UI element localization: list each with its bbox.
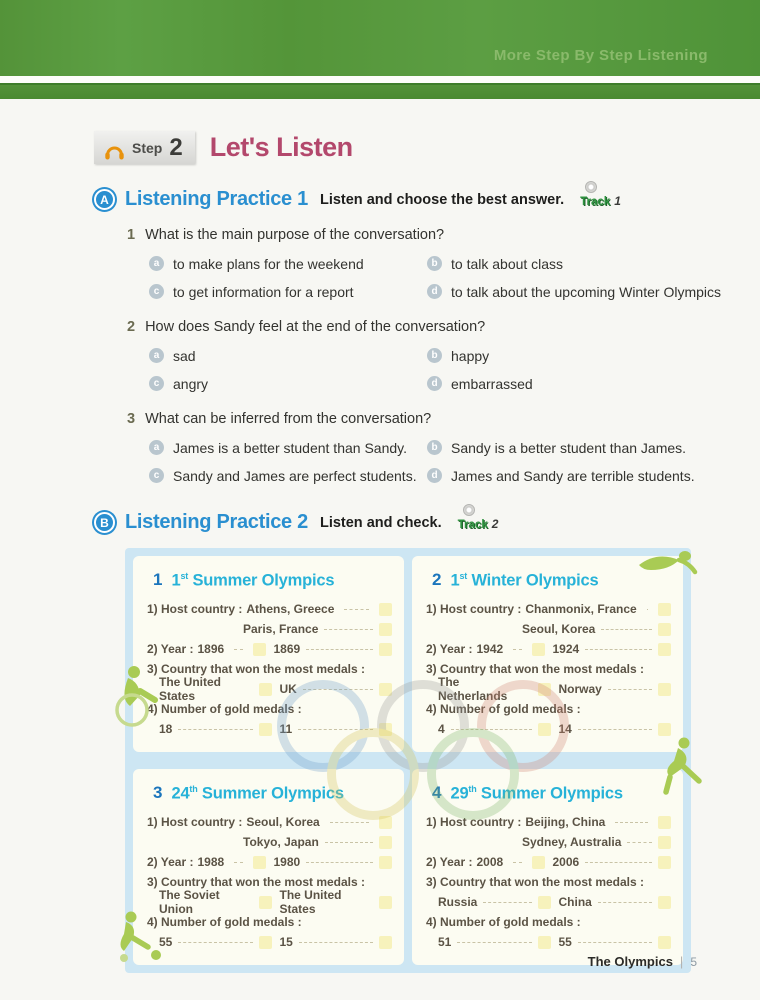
field-value: 51 xyxy=(438,935,452,949)
answer-checkbox[interactable] xyxy=(658,723,671,736)
option-text: angry xyxy=(173,375,209,392)
track-number: 2 xyxy=(491,517,499,531)
question-3 xyxy=(127,411,733,483)
field-value: 15 xyxy=(279,935,293,949)
answer-option xyxy=(427,284,733,299)
answer-checkbox[interactable] xyxy=(379,723,392,736)
leader-line xyxy=(306,862,373,863)
field-label: 1) Host country : xyxy=(426,815,522,829)
answer-checkbox[interactable] xyxy=(658,683,671,696)
host-country-row xyxy=(243,619,392,639)
practice1-heading xyxy=(94,186,760,213)
gold-row xyxy=(426,932,671,952)
option-letter-badge[interactable]: d xyxy=(427,468,442,483)
field-label: 4) Number of gold medals : xyxy=(426,915,581,929)
leader-line xyxy=(299,942,373,943)
answer-checkbox[interactable] xyxy=(379,623,392,636)
host-country-row xyxy=(426,599,671,619)
option-letter-badge[interactable]: c xyxy=(149,376,164,391)
question-text: What can be inferred from the conversation? xyxy=(145,411,432,427)
answer-checkbox[interactable] xyxy=(379,683,392,696)
field-value: 1980 xyxy=(273,855,301,869)
practice2-instruction: Listen and check. xyxy=(319,514,442,531)
practice1-title: Listening Practice 1 xyxy=(125,188,308,210)
host-country-row xyxy=(243,832,392,852)
answer-checkbox[interactable] xyxy=(379,896,392,909)
answer-checkbox[interactable] xyxy=(259,723,272,736)
gold-row xyxy=(426,719,671,739)
track-number: 1 xyxy=(614,194,621,208)
leader-line xyxy=(306,649,373,650)
option-text: James and Sandy are terrible students. xyxy=(451,467,695,484)
leader-line xyxy=(578,729,652,730)
leader-line xyxy=(585,649,652,650)
option-text: to make plans for the weekend xyxy=(173,255,364,272)
field-value: 1896 xyxy=(197,642,225,656)
host-country-row xyxy=(426,812,671,832)
option-letter-badge[interactable]: d xyxy=(427,376,442,391)
answer-option xyxy=(427,376,733,391)
answer-checkbox[interactable] xyxy=(379,816,392,829)
answer-option xyxy=(149,440,427,455)
practice2-title: Listening Practice 2 xyxy=(125,511,308,533)
field-label: 3) Country that won the most medals : xyxy=(147,662,366,676)
option-text: Sandy is a better student than James. xyxy=(451,439,687,456)
leader-line xyxy=(578,942,652,943)
field-value: 2006 xyxy=(552,855,580,869)
answer-checkbox[interactable] xyxy=(658,836,671,849)
answer-option xyxy=(149,468,427,483)
gold-row xyxy=(147,932,392,952)
leader-line xyxy=(324,629,373,630)
box-title: 24th Summer Olympics xyxy=(171,783,344,802)
gold-label-row xyxy=(426,699,671,719)
book-title: More Step By Step Listening xyxy=(493,47,708,64)
field-value: The Netherlands xyxy=(438,675,508,703)
medals-row xyxy=(147,675,392,703)
leader-line xyxy=(234,649,242,650)
leader-line xyxy=(598,902,652,903)
option-letter-badge[interactable]: c xyxy=(149,468,164,483)
olympics-box-1 xyxy=(133,556,404,752)
medals-row xyxy=(426,675,671,703)
answer-option xyxy=(149,256,427,271)
year-row xyxy=(426,639,671,659)
track-label: Track xyxy=(580,196,611,208)
medals-row xyxy=(426,892,671,912)
answer-checkbox[interactable] xyxy=(532,856,545,869)
leader-line xyxy=(451,729,532,730)
answer-option xyxy=(149,348,427,363)
headphones-icon xyxy=(104,143,125,160)
field-label: 3) Country that won the most medals : xyxy=(426,875,645,889)
leader-line xyxy=(298,729,373,730)
question-list xyxy=(127,227,760,483)
answer-checkbox[interactable] xyxy=(538,723,551,736)
olympics-box-3 xyxy=(133,769,404,965)
header-accent-bar xyxy=(0,83,760,99)
field-label: 2) Year : xyxy=(426,855,473,869)
step-label: Step xyxy=(132,140,163,156)
leader-line xyxy=(325,842,373,843)
field-value: China xyxy=(558,895,592,909)
olympics-box-2 xyxy=(412,556,683,752)
step-number: 2 xyxy=(169,134,183,161)
answer-checkbox[interactable] xyxy=(379,856,392,869)
gold-label-row xyxy=(147,699,392,719)
page-number: 5 xyxy=(690,955,697,969)
leader-line xyxy=(608,689,652,690)
box-title: 1st Winter Olympics xyxy=(450,570,599,589)
practice2-heading xyxy=(94,509,760,536)
question-1 xyxy=(127,227,733,299)
answer-option xyxy=(149,284,427,299)
field-value: Tokyo, Japan xyxy=(243,835,319,849)
section-a-badge: A xyxy=(94,189,115,210)
answer-option xyxy=(427,256,733,271)
question-2 xyxy=(127,319,733,391)
field-value: 55 xyxy=(558,935,572,949)
leader-line xyxy=(344,609,369,610)
year-row xyxy=(426,852,671,872)
box-number: 1 xyxy=(153,570,163,589)
step-title: Let's Listen xyxy=(209,132,353,162)
question-text: How does Sandy feel at the end of the conversation? xyxy=(145,319,486,335)
answer-checkbox[interactable] xyxy=(532,643,545,656)
answer-checkbox[interactable] xyxy=(259,936,272,949)
leader-line xyxy=(513,862,521,863)
field-label: 4) Number of gold medals : xyxy=(147,702,302,716)
answer-option xyxy=(427,348,733,363)
answer-checkbox[interactable] xyxy=(658,603,671,616)
host-country-row xyxy=(522,832,671,852)
field-value: Paris, France xyxy=(243,622,319,636)
field-value: 1924 xyxy=(552,642,580,656)
answer-checkbox[interactable] xyxy=(379,836,392,849)
field-value: 1988 xyxy=(197,855,225,869)
leader-line xyxy=(178,942,252,943)
olympics-box-4 xyxy=(412,769,683,965)
answer-checkbox[interactable] xyxy=(538,683,551,696)
year-row xyxy=(147,639,392,659)
field-label: 3) Country that won the most medals : xyxy=(147,875,366,889)
field-value: Athens, Greece xyxy=(246,602,335,616)
answer-checkbox[interactable] xyxy=(379,643,392,656)
medals-label-row xyxy=(426,872,671,892)
leader-line xyxy=(615,822,648,823)
answer-option xyxy=(427,468,733,483)
field-label: 4) Number of gold medals : xyxy=(426,702,581,716)
cd-icon xyxy=(463,504,475,516)
field-value: 4 xyxy=(438,722,445,736)
option-text: to talk about class xyxy=(451,255,564,272)
field-label: 2) Year : xyxy=(426,642,473,656)
field-value: Norway xyxy=(558,682,602,696)
answer-checkbox[interactable] xyxy=(658,643,671,656)
leader-line xyxy=(627,842,652,843)
field-label: 1) Host country : xyxy=(147,815,243,829)
answer-checkbox[interactable] xyxy=(253,643,266,656)
field-label: 3) Country that won the most medals : xyxy=(426,662,645,676)
header-band xyxy=(0,0,760,76)
answer-option xyxy=(427,440,733,455)
option-letter-badge[interactable]: b xyxy=(427,256,442,271)
option-letter-badge[interactable]: a xyxy=(149,440,164,455)
footer-separator: | xyxy=(679,954,684,969)
answer-checkbox[interactable] xyxy=(658,856,671,869)
track-label: Track xyxy=(457,519,488,531)
option-text: to talk about the upcoming Winter Olympics xyxy=(451,283,722,300)
leader-line xyxy=(457,942,531,943)
track-1-button[interactable] xyxy=(580,181,621,208)
field-label: 2) Year : xyxy=(147,642,194,656)
answer-checkbox[interactable] xyxy=(538,936,551,949)
option-letter-badge[interactable]: d xyxy=(427,284,442,299)
answer-checkbox[interactable] xyxy=(253,856,266,869)
option-letter-badge[interactable]: b xyxy=(427,348,442,363)
track-2-button[interactable] xyxy=(458,504,499,531)
answer-checkbox[interactable] xyxy=(379,936,392,949)
option-letter-badge[interactable]: c xyxy=(149,284,164,299)
box-number: 2 xyxy=(432,570,442,589)
header-divider xyxy=(0,76,760,83)
option-letter-badge[interactable]: a xyxy=(149,256,164,271)
field-value: 1942 xyxy=(476,642,504,656)
unit-title: The Olympics xyxy=(587,954,673,969)
leader-line xyxy=(513,649,521,650)
leader-line xyxy=(585,862,652,863)
medals-row xyxy=(147,888,392,916)
field-value: Chanmonix, France xyxy=(525,602,637,616)
leader-line xyxy=(178,729,252,730)
answer-checkbox[interactable] xyxy=(259,683,272,696)
field-value: 55 xyxy=(159,935,173,949)
option-text: embarrassed xyxy=(451,375,533,392)
leader-line xyxy=(330,822,369,823)
leader-line xyxy=(483,902,531,903)
olympics-check-panel xyxy=(125,548,691,973)
option-text: happy xyxy=(451,347,490,364)
answer-option xyxy=(149,376,427,391)
field-value: 18 xyxy=(159,722,173,736)
practice1-instruction: Listen and choose the best answer. xyxy=(319,191,565,208)
answer-checkbox[interactable] xyxy=(658,936,671,949)
answer-checkbox[interactable] xyxy=(658,623,671,636)
field-value: UK xyxy=(279,682,297,696)
option-text: sad xyxy=(173,347,196,364)
answer-checkbox[interactable] xyxy=(259,896,272,909)
leader-line xyxy=(303,689,373,690)
field-label: 4) Number of gold medals : xyxy=(147,915,302,929)
leader-line xyxy=(647,609,648,610)
step-heading xyxy=(94,131,760,164)
host-country-row xyxy=(147,812,392,832)
question-number: 3 xyxy=(127,411,136,427)
gold-row xyxy=(147,719,392,739)
field-value: Seoul, Korea xyxy=(246,815,320,829)
field-value: 14 xyxy=(558,722,572,736)
section-b-badge: B xyxy=(94,512,115,533)
box-title: 29th Summer Olympics xyxy=(450,783,623,802)
option-letter-badge[interactable]: a xyxy=(149,348,164,363)
answer-checkbox[interactable] xyxy=(658,816,671,829)
option-text: Sandy and James are perfect students. xyxy=(173,467,417,484)
field-value: The Soviet Union xyxy=(159,888,220,916)
host-country-row xyxy=(522,619,671,639)
gold-label-row xyxy=(426,912,671,932)
question-number: 2 xyxy=(127,319,136,335)
field-value: The United States xyxy=(279,888,342,916)
field-value: Russia xyxy=(438,895,478,909)
field-label: 1) Host country : xyxy=(426,602,522,616)
field-value: Sydney, Australia xyxy=(522,835,622,849)
box-title: 1st Summer Olympics xyxy=(171,570,335,589)
field-value: 2008 xyxy=(476,855,504,869)
year-row xyxy=(147,852,392,872)
field-value: 11 xyxy=(279,722,293,736)
question-text: What is the main purpose of the conversation? xyxy=(145,227,445,243)
option-text: James is a better student than Sandy. xyxy=(173,439,407,456)
leader-line xyxy=(234,862,242,863)
leader-line xyxy=(601,629,652,630)
field-value: Beijing, China xyxy=(525,815,606,829)
field-value: The United States xyxy=(159,675,221,703)
cd-icon xyxy=(585,181,597,193)
option-letter-badge[interactable]: b xyxy=(427,440,442,455)
field-label: 2) Year : xyxy=(147,855,194,869)
host-country-row xyxy=(147,599,392,619)
option-text: to get information for a report xyxy=(173,283,354,300)
field-value: 1869 xyxy=(273,642,301,656)
step-badge xyxy=(94,131,195,164)
field-value: Seoul, Korea xyxy=(522,622,596,636)
field-label: 1) Host country : xyxy=(147,602,243,616)
box-number: 4 xyxy=(432,783,442,802)
question-number: 1 xyxy=(127,227,136,243)
answer-checkbox[interactable] xyxy=(658,896,671,909)
answer-checkbox[interactable] xyxy=(538,896,551,909)
page-footer xyxy=(0,954,697,969)
answer-checkbox[interactable] xyxy=(379,603,392,616)
box-number: 3 xyxy=(153,783,163,802)
